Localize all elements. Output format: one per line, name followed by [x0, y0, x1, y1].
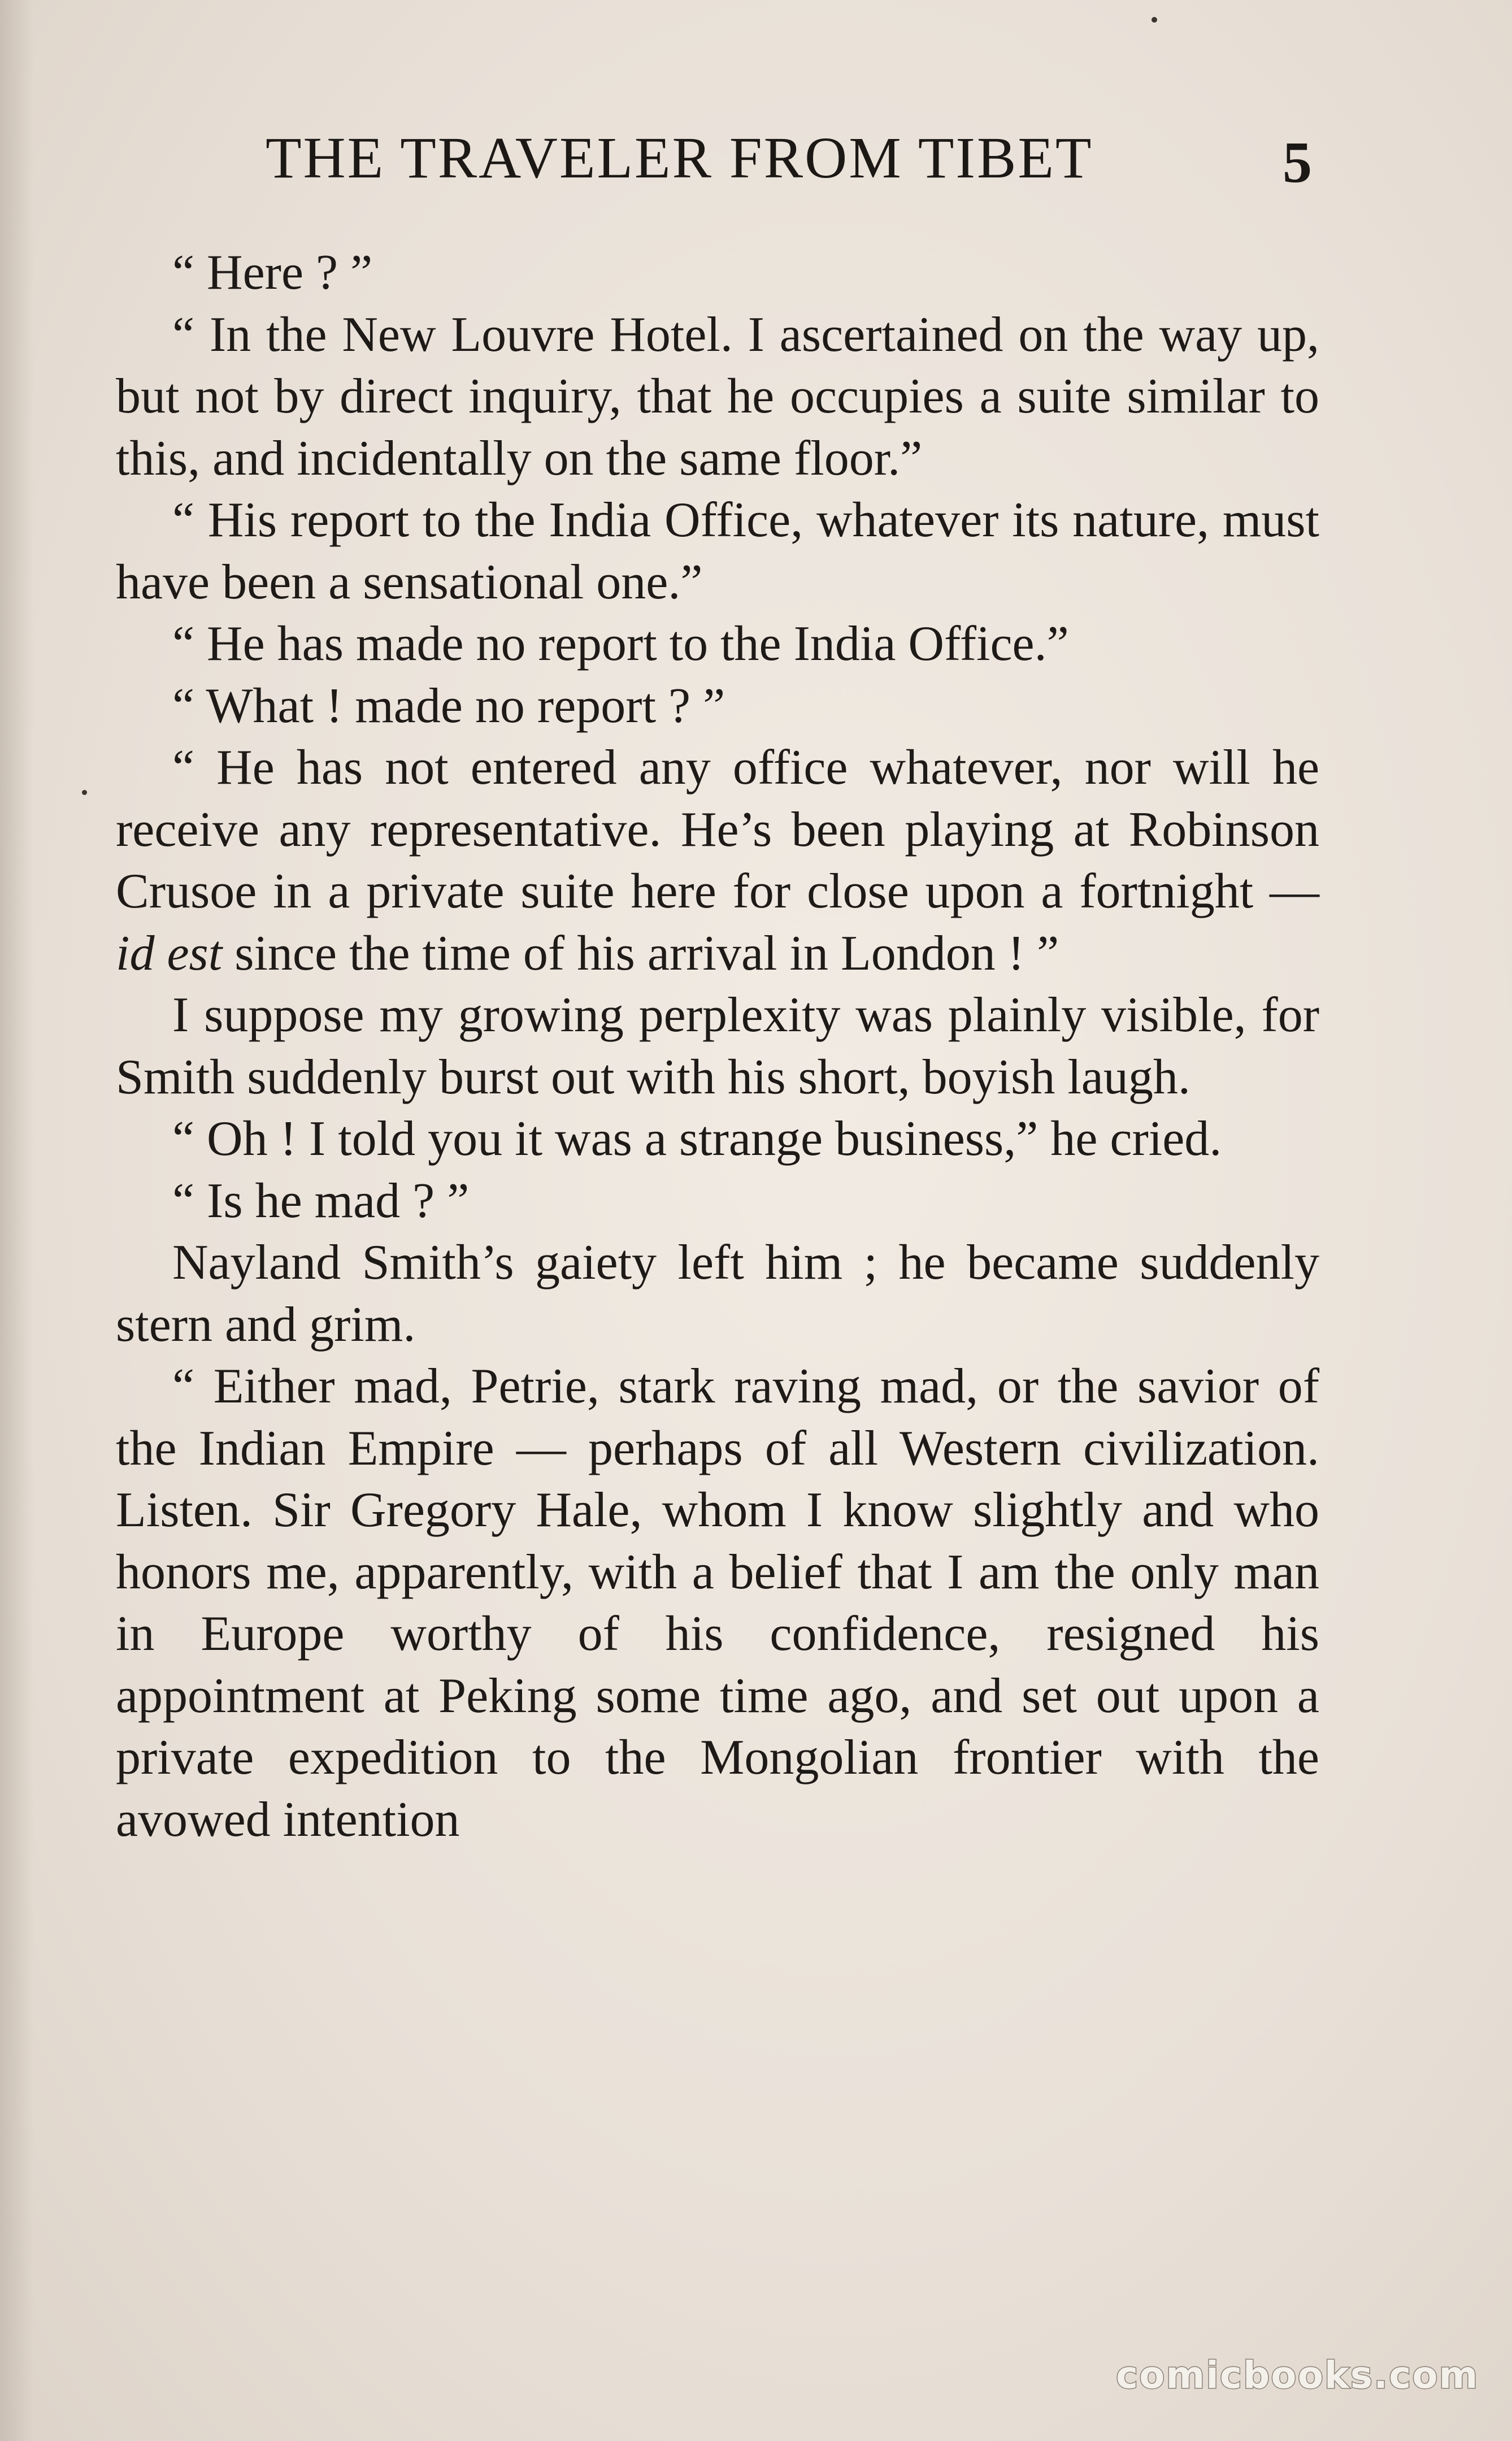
paragraph: “ In the New Louvre Hotel. I ascertained on the way up, but not by direct inquiry, that he occupies a suite similar to this, and incidentally on the same floor.”: [116, 307, 1319, 486]
watermark: comicbooks.com: [1116, 2353, 1479, 2397]
print-speck: [1152, 17, 1157, 23]
paragraph: “ Here ? ”: [172, 245, 373, 300]
paragraph: I suppose my growing perplexity was plainly visible, for Smith suddenly burst out with his short, boyish laugh.: [116, 988, 1319, 1105]
running-title: THE TRAVELER FROM TIBET: [266, 125, 1093, 190]
page-number: 5: [1283, 130, 1312, 195]
paragraph: “ What ! made no report ? ”: [172, 678, 725, 733]
paragraph: “ Is he mad ? ”: [172, 1173, 470, 1228]
paragraph: Nayland Smith’s gaiety left him ; he became suddenly stern and grim.: [116, 1235, 1319, 1352]
italic-phrase: id est: [116, 926, 223, 981]
page-edge-shadow: [0, 0, 34, 2441]
paragraph: “ Oh ! I told you it was a strange business,” he cried.: [172, 1111, 1222, 1166]
paragraph: “ He has made no report to the India Office.”: [172, 616, 1069, 671]
body-text: [116, 242, 1319, 1851]
paragraph: “ His report to the India Office, whatever its nature, must have been a sensational one.”: [116, 493, 1319, 610]
paragraph: “ Either mad, Petrie, stark raving mad, or the savior of the Indian Empire — perhaps of all Western civilization. Listen. Sir Gregory Hale, whom I know slightly and who honors me, apparently, with a belief that I am the only man in Europe worthy of his confidence, resigned his appointment at Peking some time ago, and set out upon a private expedition to the Mongolian frontier with the avowed intention: [116, 1359, 1319, 1847]
paragraph: [116, 737, 1319, 984]
paragraph-text: since the time of his arrival in London ! ”: [222, 926, 1059, 981]
print-speck: [82, 790, 87, 795]
paragraph-text: “ He has not entered any office whatever, nor will he receive any representative. He’s been playing at Robinson Crusoe in a private suite here for close upon a fortnight —: [116, 740, 1319, 919]
